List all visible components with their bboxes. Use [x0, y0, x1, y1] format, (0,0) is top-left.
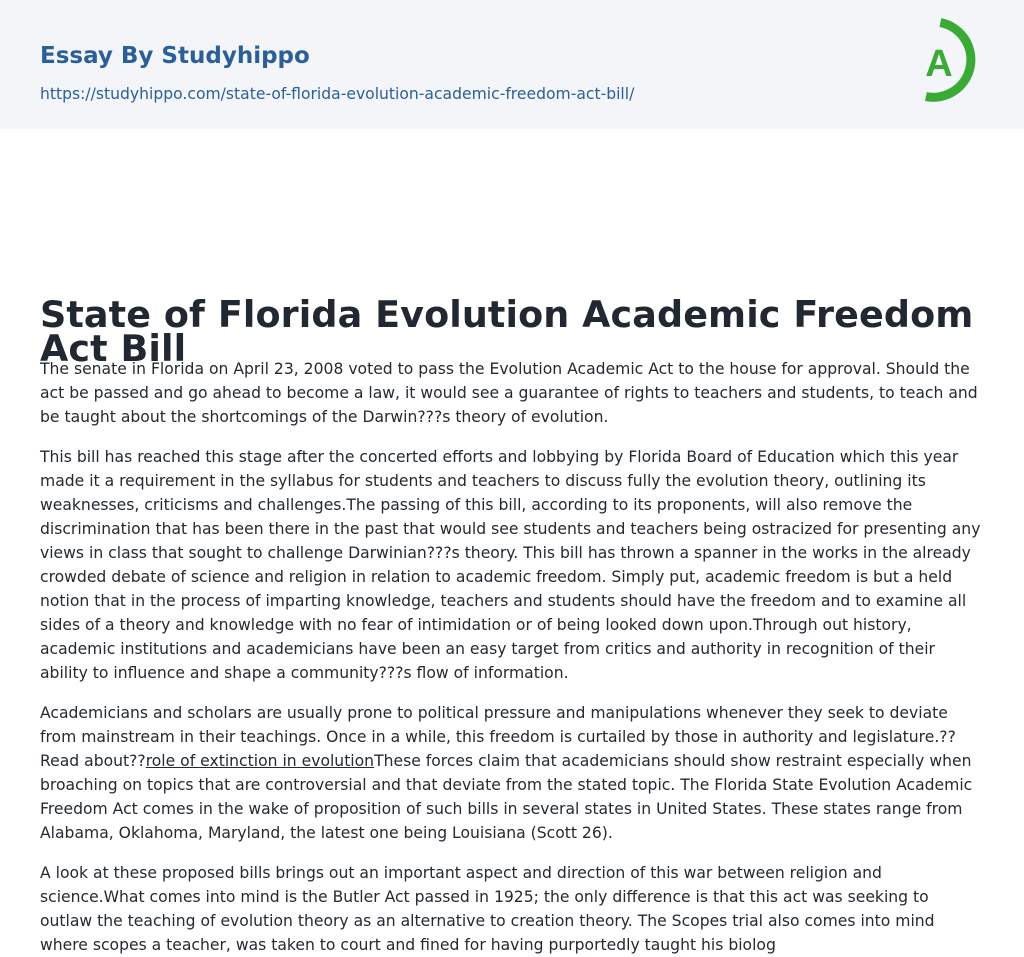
essay-url-link[interactable]: https://studyhippo.com/state-of-florida-evolution-academic-freedom-act-bill/	[40, 85, 635, 103]
article-title: State of Florida Evolution Academic Freedom Act Bill	[40, 293, 974, 370]
site-header	[0, 0, 1024, 129]
paragraph-3-text-before: Academicians and scholars are usually prone to political pressure and manipulations whenever they seek to deviate from mainstream in their teachings. Once in a while, this freedom is curtailed by those in authority and legislature.??Read about??	[40, 704, 956, 770]
site-brand[interactable]: Essay By Studyhippo	[40, 43, 310, 69]
studyhippo-logo-icon[interactable]	[908, 17, 988, 107]
article-body	[0, 129, 1024, 957]
paragraph-1: The senate in Florida on April 23, 2008 voted to pass the Evolution Academic Act to the house for approval. Should the act be passed and go ahead to become a law, it would see a guarantee of rights to teachers and students, to teach and be taught about the shortcomings of the Darwin???s theory of evolution.	[40, 360, 978, 426]
related-essay-link[interactable]: role of extinction in evolution	[145, 752, 375, 770]
paragraph-2: This bill has reached this stage after the concerted efforts and lobbying by Florida Board of Education which this year made it a requirement in the syllabus for students and teachers to discuss fully the evolution theory, outlining its weaknesses, criticisms and challenges.The passing of this bill, according to its proponents, will also remove the discrimination that has been there in the past that would see students and teachers being ostracized for presenting any views in class that sought to challenge Darwinian???s theory. This bill has thrown a spanner in the works in the already crowded debate of science and religion in relation to academic freedom. Simply put, academic freedom is but a held notion that in the process of imparting knowledge, teachers and students should have the freedom and to examine all sides of a theory and knowledge with no fear of intimidation or of being looked down upon.Through out history, academic institutions and academicians have been an easy target from critics and authority in recognition of their ability to influence and shape a community???s flow of information.	[40, 448, 981, 682]
paragraph-3	[40, 701, 984, 845]
paragraph-4: A look at these proposed bills brings out an important aspect and direction of this war between religion and science.What comes into mind is the Butler Act passed in 1925; the only difference is that this act was seeking to outlaw the teaching of evolution theory as an alternative to creation theory. The Scopes trial also comes into mind where scopes a teacher, was taken to court and fined for having purportedly taught his biolog	[40, 864, 935, 954]
logo-letter: A	[925, 43, 953, 85]
paragraph-3-text-after: These forces claim that academicians should show restraint especially when broaching on topics that are controversial and that deviate from the stated topic. The Florida State Evolution Academic Freedom Act comes in the wake of proposition of such bills in several states in United States. These states range from Alabama, Oklahoma, Maryland, the latest one being Louisiana (Scott 26).	[40, 752, 973, 842]
